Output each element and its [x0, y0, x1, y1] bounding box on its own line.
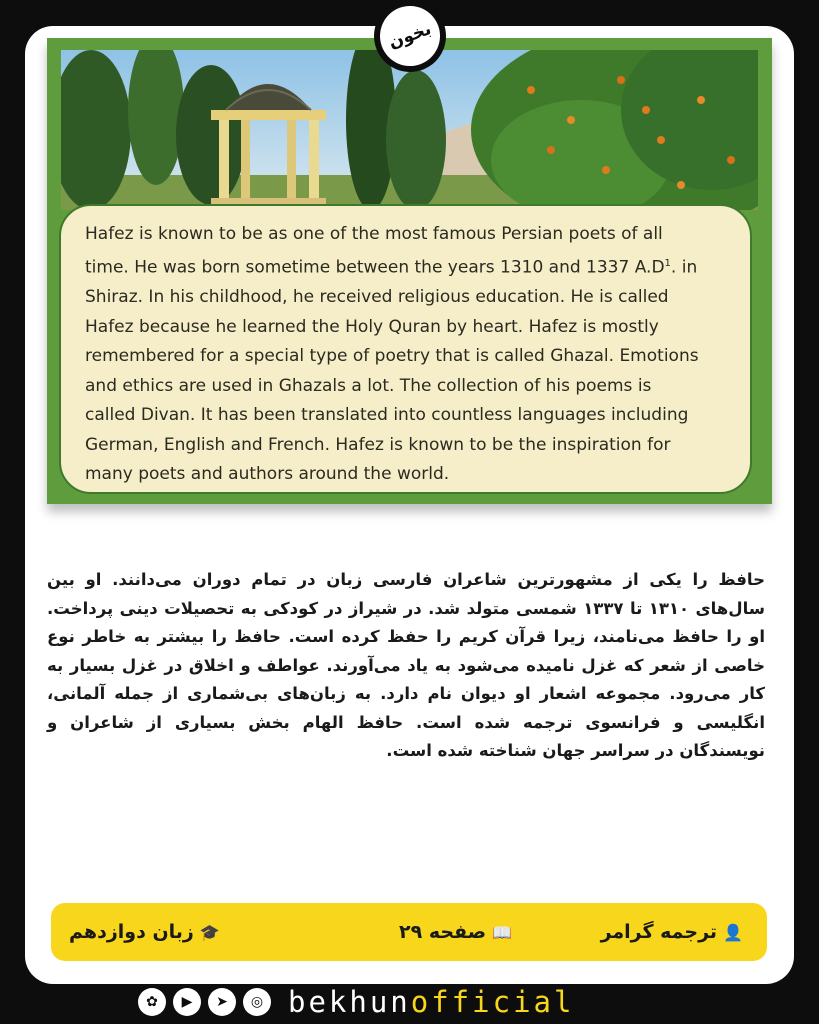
- hafez-tomb-photo: [61, 50, 758, 210]
- brand-name-part2: official: [410, 985, 575, 1019]
- open-book-icon: 📖: [492, 922, 512, 942]
- section-label-text: ترجمه گرامر: [600, 921, 718, 943]
- brand-name[interactable]: [288, 985, 574, 1019]
- bekhun-logo: [374, 0, 446, 72]
- passage-line: Hafez is known to be as one of the most famous Persian poets of all: [85, 224, 663, 244]
- hafez-tomb-illustration: [61, 50, 758, 210]
- book-page-frame: [47, 38, 772, 504]
- english-passage: [85, 220, 732, 489]
- passage-line: called Divan. It has been translated into countless languages including: [85, 405, 689, 426]
- info-bar: [51, 903, 767, 961]
- persian-translation: حافظ را یکی از مشهورترین شاعران فارسی زبان در تمام دوران می‌دانند. او بین سال‌های ۱۳۱۰ تا ۱۳۳۷ شمسی متولد شد. در شیراز در کودکی به تحصیلات دینی پرداخت. او را حافظ می‌نامند، زیرا قرآن کریم را حفظ کرده است. حافظ را بیشتر به خاطر نوع خاصی از شعر که غزل نامیده می‌شود به یاد می‌آورند. عواطف و اخلاق در غزل بسیار به کار می‌رود. مجموعه اشعار او دیوان نام دارد. به زبان‌های بی‌شماری از جمله آلمانی، انگلیسی و فرانسوی ترجمه شده است. حافظ الهام بخش بسیاری از شاعران و نویسندگان در سراسر جهان شناخته شده است.: [47, 570, 765, 760]
- aparat-icon[interactable]: ✿: [138, 988, 166, 1016]
- passage-line: and ethics are used in Ghazals a lot. The collection of his poems is: [85, 375, 652, 396]
- passage-line: Hafez because he learned the Holy Quran by heart. Hafez is mostly: [85, 316, 659, 337]
- grade-label-text: زبان دوازدهم: [69, 921, 194, 943]
- passage-line-end: . in: [670, 258, 698, 279]
- passage-line: Shiraz. In his childhood, he received religious education. He is called: [85, 287, 669, 308]
- logo-text: بخون: [372, 0, 449, 74]
- telegram-icon[interactable]: ➤: [208, 988, 236, 1016]
- student-icon: 👤: [723, 922, 743, 942]
- page-number-label: [399, 903, 512, 961]
- passage-line: time. He was born sometime between the years 1310 and 1337 A.D: [85, 258, 665, 279]
- passage-line: German, English and French. Hafez is known to be the inspiration for: [85, 434, 671, 455]
- page-number-text: صفحه ۲۹: [399, 921, 487, 943]
- graduation-cap-icon: 🎓: [199, 922, 220, 942]
- youtube-icon[interactable]: ▶: [173, 988, 201, 1016]
- footnote-marker: 1: [664, 258, 671, 270]
- passage-line: many poets and authors around the world.: [85, 463, 450, 484]
- section-label: [601, 903, 743, 961]
- english-passage-box: [59, 204, 752, 494]
- brand-name-part1: bekhun: [288, 985, 411, 1019]
- passage-line: remembered for a special type of poetry that is called Ghazal. Emotions: [85, 346, 699, 367]
- grade-label: [69, 903, 220, 961]
- content-card: [25, 26, 794, 984]
- footer-bar: [138, 985, 574, 1019]
- instagram-icon[interactable]: ◎: [243, 988, 271, 1016]
